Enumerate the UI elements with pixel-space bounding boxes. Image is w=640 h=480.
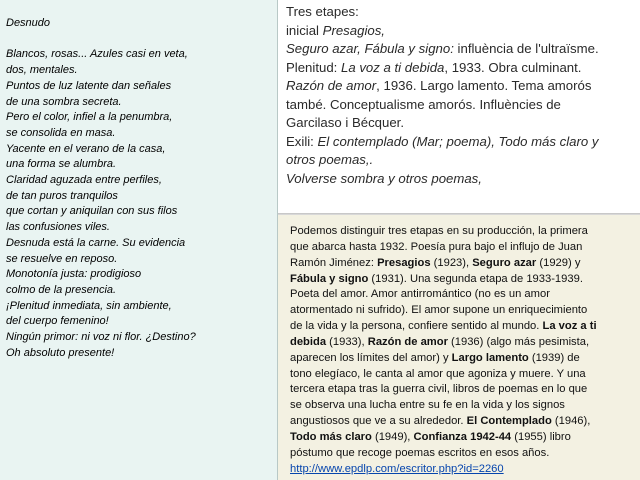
- bio-line: se observa una lucha entre su fe en la vida y los signos: [290, 399, 565, 412]
- work-title: Razón de amor: [286, 78, 377, 93]
- text-span: aparecen los límites del amor) y: [290, 351, 452, 364]
- text-span: Ramón Jiménez:: [290, 256, 378, 269]
- poem-line: de tan puros tranquilos: [6, 189, 118, 202]
- poem-line: Blancos, rosas... Azules casi en veta,: [6, 48, 188, 61]
- text-span: (1936) (algo más pesimista,: [447, 335, 590, 348]
- text-span: Exili:: [286, 133, 318, 149]
- bio-line: que abarca hasta 1932. Poesía pura bajo el influjo de Juan: [290, 240, 583, 253]
- stages-text: [286, 3, 636, 188]
- stages-heading: Tres etapes:: [286, 4, 359, 19]
- bio-line: póstumo que recoge poemas escritos en esos años.: [290, 446, 550, 459]
- bio-line: [290, 335, 636, 351]
- poem-line: de una sombra secreta.: [6, 95, 122, 108]
- text-span: , 1936. Largo lamento. Tema amorós: [376, 78, 592, 93]
- poem-line: Claridad aguzada entre perfiles,: [6, 174, 162, 187]
- bio-line: [290, 256, 636, 272]
- bio-line: Poeta del amor. Amor antirromántico (no es un amor: [290, 288, 550, 301]
- text-span: de la vida y la persona, confiere sentido al mundo.: [290, 320, 543, 333]
- bio-line: atormentado ni sufrido). El amor supone un enriquecimiento: [290, 304, 588, 317]
- poem-line: Puntos de luz latente dan señales: [6, 79, 172, 92]
- bio-line: [290, 351, 636, 367]
- work-title: Todo más claro: [290, 430, 372, 443]
- work-title: La voz a ti debida: [341, 59, 445, 75]
- text-span: (1939) de: [528, 351, 580, 364]
- poem-panel: [0, 0, 278, 480]
- text-span: (1955) libro: [511, 430, 571, 443]
- work-title: Fábula y signo: [290, 272, 369, 285]
- text-span: , 1933. Obra culminant.: [444, 59, 582, 75]
- bio-line: [290, 462, 636, 478]
- poem-line: una forma se alumbra.: [6, 158, 117, 171]
- text-span: inicial: [286, 22, 323, 38]
- work-title: El Contemplado: [466, 415, 552, 428]
- poem-title: Desnudo: [6, 17, 51, 29]
- poem-line: Pero el color, infiel a la penumbra,: [6, 111, 173, 124]
- bio-text: [290, 224, 636, 478]
- bio-line: tono elegíaco, le canta al amor que agoniza y muere. Y una: [290, 367, 586, 380]
- stage-line: [286, 77, 636, 96]
- poem-line: que cortan y aniquilan con sus filos: [6, 205, 178, 218]
- work-title: La voz a ti: [542, 320, 597, 333]
- bio-line: [290, 414, 636, 430]
- stage-line: també. Conceptualisme amorós. Influències de: [286, 96, 561, 112]
- poem-line: Yacente en el verano de la casa,: [6, 142, 166, 155]
- poem: [6, 16, 274, 361]
- stage-line: [286, 133, 636, 152]
- poem-line: Oh absoluto presente!: [6, 346, 115, 359]
- poem-line: Monotonía justa: prodigioso: [6, 268, 142, 281]
- poem-line: dos, mentales.: [6, 64, 78, 77]
- poem-line: del cuerpo femenino!: [6, 315, 109, 328]
- text-span: (1946),: [551, 415, 591, 428]
- poem-line: se consolida en masa.: [6, 126, 116, 139]
- text-span: (1923),: [430, 256, 473, 269]
- work-title: Seguro azar: [472, 256, 537, 269]
- bio-line: [290, 272, 636, 288]
- bio-line: [290, 319, 636, 335]
- poem-line: Desnuda está la carne. Su evidencia: [6, 236, 186, 249]
- text-span: (1929) y: [536, 256, 581, 269]
- source-link[interactable]: http://www.epdlp.com/escritor.php?id=2260: [290, 462, 504, 475]
- text-span: Plenitud:: [286, 59, 341, 75]
- work-title: El contemplado (Mar; poema), Todo más claro y: [317, 133, 599, 149]
- work-title: Largo lamento: [451, 351, 529, 364]
- stage-line: Garcilaso i Bécquer.: [286, 115, 405, 130]
- poem-line: colmo de la presencia.: [6, 283, 117, 296]
- poem-line: las confusiones viles.: [6, 221, 110, 234]
- text-span: (1933),: [326, 335, 368, 348]
- bio-line: [290, 430, 636, 446]
- stage-line: [286, 22, 636, 41]
- stage-line: Volverse sombra y otros poemas,: [286, 170, 482, 186]
- text-span: influència de l'ultraïsme.: [453, 41, 599, 56]
- stage-line: otros poemas,.: [286, 152, 374, 167]
- poem-line: Ningún primor: ni voz ni flor. ¿Destino?: [6, 331, 196, 344]
- text-span: (1949),: [371, 430, 414, 443]
- bio-panel: [278, 214, 640, 480]
- work-title: debida: [290, 335, 327, 348]
- text-span: (1931). Una segunda etapa de 1933-1939.: [368, 272, 583, 285]
- work-title: Seguro azar, Fábula y signo:: [286, 41, 454, 56]
- stage-line: [286, 40, 636, 59]
- poem-line: ¡Plenitud inmediata, sin ambiente,: [6, 299, 172, 312]
- work-title: Presagios,: [322, 22, 385, 38]
- work-title: Confianza 1942-44: [413, 430, 512, 443]
- text-span: angustiosos que ve a su alrededor.: [290, 415, 467, 428]
- work-title: Razón de amor: [367, 335, 448, 348]
- bio-line: Podemos distinguir tres etapas en su producción, la primera: [290, 225, 588, 237]
- stage-line: [286, 59, 636, 78]
- work-title: Presagios: [377, 256, 431, 269]
- stages-panel: [278, 0, 640, 214]
- poem-lines: [6, 47, 274, 361]
- poem-line: se resuelve en reposo.: [6, 252, 118, 265]
- bio-line: tercera etapa tras la guerra civil, libros de poemas en lo que: [290, 383, 588, 396]
